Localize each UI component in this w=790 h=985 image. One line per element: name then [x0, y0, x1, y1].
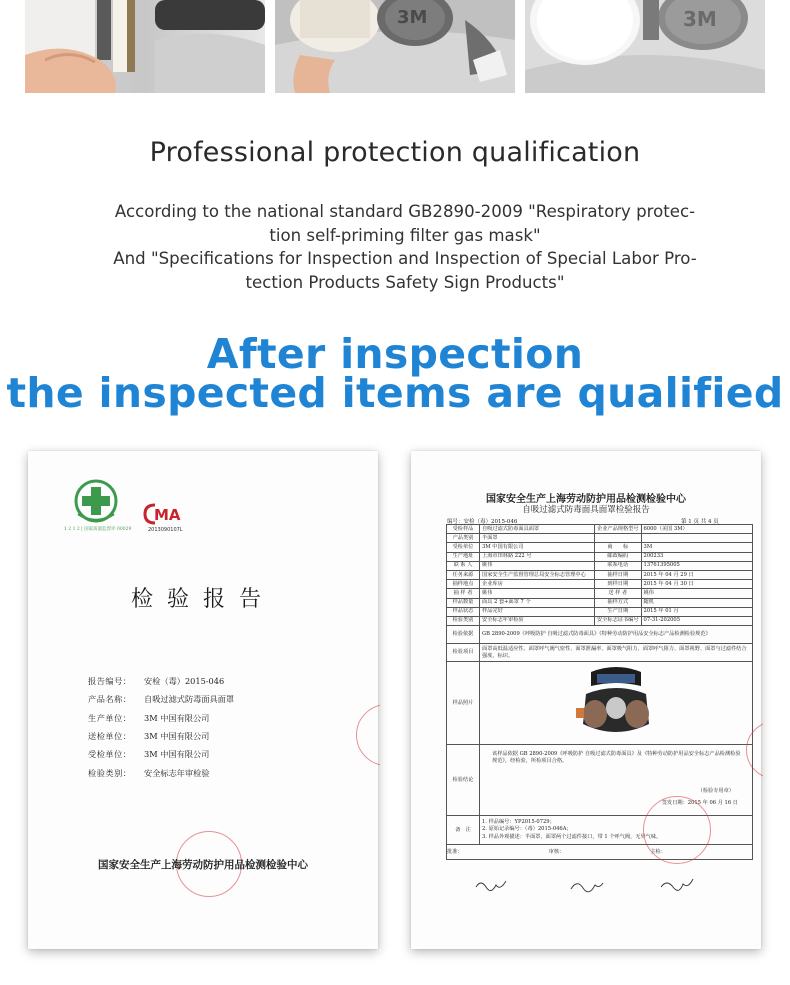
table-cell: 企业库房 [480, 580, 595, 589]
table-row [447, 644, 753, 662]
report-number: 编号：安检（毒）2015-046 [447, 519, 518, 525]
table-row [447, 616, 753, 625]
table-row [447, 626, 753, 644]
report-table [446, 524, 753, 860]
description-line: According to the national standard GB2890-2009 "Respiratory protec- [114, 202, 696, 221]
info-value: 3M 中国有限公司 [144, 731, 210, 741]
table-cell: 姚伟 [480, 589, 595, 598]
table-cell: 面罩高低温适应性、面罩呼气阀气密性、面罩泄漏率、面罩吸气阻力、面罩呼气阻力、面罩视野、面罩与过滤件结合强度、标识。 [480, 644, 753, 662]
info-value: 安全标志年审检验 [144, 768, 210, 778]
info-label: 受检单位： [88, 749, 132, 759]
logo-caption: 1 2 1 2 | 国家质量监督评 00029 [64, 527, 132, 532]
table-cell: 检验类别 [447, 616, 480, 625]
table-row [447, 570, 753, 579]
description-line: tection Products Safety Sign Products" [245, 272, 565, 292]
table-cell: 检验结论 [447, 745, 480, 816]
red-stamp-edge [356, 704, 418, 766]
table-cell: 抽样日期 [595, 570, 642, 579]
table-cell: 2015 年 04 月 29 日 [641, 570, 752, 579]
page-indicator: 第 1 页 共 4 页 [681, 519, 719, 525]
handwritten-signatures [471, 875, 731, 895]
table-cell: 2015 年 04 月 30 日 [641, 580, 752, 589]
specification-description [85, 247, 725, 294]
standard-description [85, 200, 725, 247]
table-cell: 07-31-202005 [641, 616, 752, 625]
table-cell: 商 标 [595, 543, 642, 552]
cma-logo-text: MA [154, 506, 181, 524]
table-cell: 样品状态 [447, 607, 480, 616]
remark-line: 2. 原始记录编号：（毒）2015-046A； [482, 826, 572, 833]
issue-date: 签发日期：2015 年 06 月 16 日 [661, 800, 738, 807]
table-cell [595, 534, 642, 543]
remarks-cell [480, 816, 753, 845]
table-cell: 联 系 人 [447, 561, 480, 570]
info-row-inspected-unit [88, 749, 209, 759]
remark-line: 1. 样品编号：YP2015-0729； [482, 818, 555, 825]
lab-name: 国家安全生产上海劳动防护用品检测检验中心 [98, 859, 308, 871]
table-cell: 受检单位 [447, 543, 480, 552]
table-cell: 受检样品 [447, 525, 480, 534]
signature-row [447, 845, 753, 860]
cma-code: 2013090107L [148, 527, 183, 533]
table-cell: 13761395005 [641, 561, 752, 570]
info-row-manufacturer [88, 713, 209, 723]
table-cell: 联系电话 [595, 561, 642, 570]
info-value: 自吸过滤式防毒面具面罩 [144, 694, 235, 704]
mask-sample-photo [571, 664, 661, 740]
info-row-report-no [88, 676, 224, 686]
table-cell: 送 样 者 [595, 589, 642, 598]
table-cell [641, 534, 752, 543]
page-heading: Professional protection qualification [149, 137, 641, 168]
remark-line: 3. 样品外观描述：半面罩，面罩两个过滤件接口，带 1 个呼气阀，无异气味。 [482, 833, 662, 840]
table-cell: 抽 样 者 [447, 589, 480, 598]
table-cell: 安全标志证书编号 [595, 616, 642, 625]
table-cell: 企业产品规格型号 [595, 525, 642, 534]
table-row [447, 598, 753, 607]
review-label: 审核： [548, 848, 565, 855]
info-label: 生产单位： [88, 713, 132, 723]
red-stamp [643, 796, 711, 864]
table-cell: 上海市田林路 222 号 [480, 552, 595, 561]
table-cell: 抽样方式 [595, 598, 642, 607]
info-label: 送检单位： [88, 731, 132, 741]
table-row [447, 543, 753, 552]
table-cell: 3M 中国有限公司 [480, 543, 595, 552]
table-cell: 样品照片 [447, 662, 480, 745]
table-cell: 备 注 [447, 816, 480, 845]
report-lab-title: 国家安全生产上海劳动防护用品检测检验中心 [486, 494, 686, 505]
table-cell: 产品类别 [447, 534, 480, 543]
table-cell: 2015 年 01 月 [641, 607, 752, 616]
respirator-white-filter-photo [525, 0, 765, 93]
table-cell: 抽样地点 [447, 580, 480, 589]
table-cell: 3M [641, 543, 752, 552]
table-row [447, 607, 753, 616]
cma-logo [143, 502, 187, 526]
info-row-product-name [88, 694, 234, 704]
table-cell: 检验项目 [447, 644, 480, 662]
inspector-label: 主检： [650, 848, 666, 855]
table-cell: GB 2890-2009《呼吸防护 自吸过滤式防毒面具》《特种劳动防护用品安全标志产品检测检验规范》 [480, 626, 753, 644]
table-cell: 半面罩 [480, 534, 595, 543]
table-cell: 自吸过滤式防毒面具面罩 [480, 525, 595, 534]
table-cell: 随机 [641, 598, 752, 607]
info-value: 安检（毒）2015-046 [144, 676, 225, 686]
signature-cell [447, 845, 753, 860]
table-cell: 生产日期 [595, 607, 642, 616]
stamp-label: （检验专用章） [697, 788, 734, 795]
table-cell: 检验依据 [447, 626, 480, 644]
table-cell: 样品数量 [447, 598, 480, 607]
table-cell: 国家安全生产监督管理总局安全标志管理中心 [480, 570, 595, 579]
table-cell: 200233 [641, 552, 752, 561]
info-label: 产品名称： [88, 694, 132, 704]
report-subtitle: 自吸过滤式防毒面具面罩检验报告 [522, 505, 650, 515]
info-label: 报告编号： [88, 676, 132, 686]
info-value: 3M 中国有限公司 [144, 713, 210, 723]
table-cell: 面具 2 套+面罩 7 个 [480, 598, 595, 607]
table-row [447, 561, 753, 570]
info-row-category [88, 768, 210, 778]
table-cell: 6000（美国 3M） [641, 525, 752, 534]
table-cell: 安全标志年审检验 [480, 616, 595, 625]
table-cell: 姚伟 [641, 589, 752, 598]
table-cell: 生产地址 [447, 552, 480, 561]
table-row [447, 552, 753, 561]
table-row [447, 534, 753, 543]
table-row [447, 580, 753, 589]
respirator-cartridge-photo [25, 0, 265, 93]
table-cell: 姚伟 [480, 561, 595, 570]
banner-line-2: the inspected items are qualified [6, 369, 784, 417]
table-cell: 任务来源 [447, 570, 480, 579]
respirator-3m-photo [275, 0, 515, 93]
info-row-submitter [88, 731, 209, 741]
table-row [447, 662, 753, 745]
conclusion-text: 该样品依据 GB 2890-2009《呼吸防护 自吸过滤式防毒面具》及《特种劳动防护用品安全标志产品检测检验规范》，经检验，所检项目合格。 [492, 751, 741, 764]
description-line: And "Specifications for Inspection and Inspection of Special Labor Pro- [113, 249, 697, 268]
svg-text:3M: 3M [397, 7, 428, 28]
table-cell: 到样日期 [595, 580, 642, 589]
inspection-report-cover [28, 451, 378, 949]
report-title: 检验报告 [130, 587, 275, 612]
info-label: 检验类别： [88, 768, 132, 778]
safety-mark-logo [72, 478, 120, 524]
banner-line-1: After inspection [206, 330, 584, 378]
description-line: tion self-priming filter gas mask" [269, 225, 541, 245]
table-row [447, 525, 753, 534]
table-row [447, 745, 753, 816]
conclusion-cell [480, 745, 753, 816]
table-cell: 样品完好 [480, 607, 595, 616]
table-cell: 邮政编码 [595, 552, 642, 561]
sample-photo-cell [480, 662, 753, 745]
inspection-report-page [411, 451, 761, 949]
approve-label: 批准： [447, 848, 463, 855]
table-row [447, 589, 753, 598]
svg-text:3M: 3M [683, 7, 717, 31]
info-value: 3M 中国有限公司 [144, 749, 210, 759]
